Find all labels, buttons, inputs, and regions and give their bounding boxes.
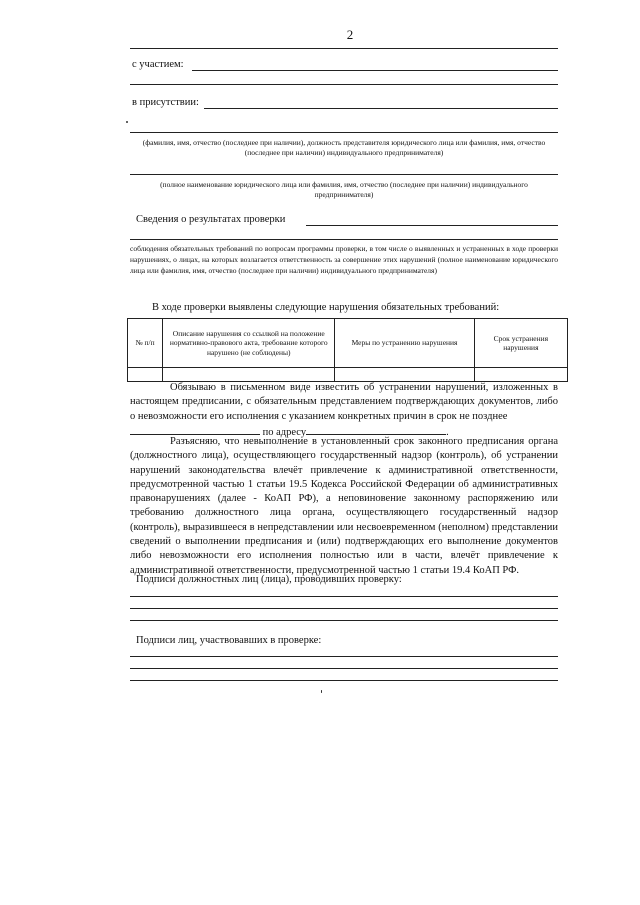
table-cell[interactable] [335, 368, 474, 382]
participants-signatures-label: Подписи лиц, участвовавших в проверке: [136, 635, 322, 646]
signature-line[interactable] [130, 668, 558, 669]
col-deadline-header: Срок устранения нарушения [474, 319, 567, 368]
violations-table [127, 318, 568, 382]
presence-line[interactable] [204, 108, 558, 109]
participation-label: с участием: [132, 59, 184, 70]
representative-caption: (фамилия, имя, отчество (последнее при наличии), должность представителя юридического лица или фамилия, имя, отчество (последнее при наличии) индивидуального предпринимателя) [142, 138, 546, 157]
signature-line[interactable] [130, 656, 558, 657]
address-label: по адресу [262, 427, 307, 438]
entity-line[interactable] [130, 174, 558, 175]
table-cell[interactable] [163, 368, 335, 382]
signature-line[interactable] [130, 620, 558, 621]
deadline-field[interactable] [130, 424, 260, 435]
results-line-2[interactable] [130, 239, 558, 240]
obligation-text: Обязываю в письменном виде известить об устранении нарушений, изложенных в настоящем предписании, с обязательным представлением подтверждающих документов, либо о невозможности его исполнения с указанием конкретных причин в срок не позднее [130, 382, 558, 422]
representative-line[interactable] [130, 132, 558, 133]
signature-line[interactable] [130, 596, 558, 597]
results-description: соблюдения обязательных требований по вопросам программы проверки, в том числе о выявленных и устраненных в ходе проверки нарушениях, о лицах, на которых возлагается ответственность за совершение этих нарушений (полное наименование юридического лица или фамилия, имя, отчество (последнее при наличии) индивидуального предпринимателя) [130, 244, 558, 275]
table-cell[interactable] [474, 368, 567, 382]
blank-line [130, 48, 558, 49]
page-number: 2 [346, 27, 354, 42]
entity-caption: (полное наименование юридического лица или фамилия, имя, отчество (последнее при наличии) индивидуального предпринимателя) [160, 180, 528, 199]
results-label: Сведения о результатах проверки [136, 214, 286, 225]
col-number-header: № п/п [128, 319, 163, 368]
speck [126, 121, 128, 123]
officials-signatures-label: Подписи должностных лиц (лица), проводивших проверку: [136, 574, 402, 585]
table-header-row [128, 319, 568, 368]
col-measures-header: Меры по устранению нарушения [335, 319, 474, 368]
signature-line[interactable] [130, 680, 558, 681]
obligation-paragraph [130, 381, 558, 424]
presence-label: в присутствии: [132, 97, 199, 108]
participation-line[interactable] [192, 70, 558, 71]
signature-line[interactable] [130, 608, 558, 609]
warning-paragraph: Разъясняю, что невыполнение в установленный срок законного предписания органа (должностного лица), осуществляющего государственный надзор (контроль), об устранении нарушений законодательства влечёт привлечение к административной ответственности, предусмотренной частью 1 статьи 19.5 Кодекса Российской Федерации об административных правонарушениях (далее - КоАП РФ), а неповиновение законному распоряжению или требованию должностного лица органа, осуществляющего государственный надзор (контроль), выразившееся в непредставлении или несвоевременном (неполном) представлении сведений о выполнении предписания и (или) подтверждающих его выполнение документов либо невозможности его исполнения полностью или в части, влечёт привлечение к административной ответственности, предусмотренной частью 1 статьи 19.4 КоАП РФ. [130, 436, 558, 576]
table-row[interactable] [128, 368, 568, 382]
results-line[interactable] [306, 225, 558, 226]
deadline-address-row: по адресу . [130, 424, 558, 440]
table-cell[interactable] [128, 368, 163, 382]
blank-line [130, 84, 558, 85]
speck [321, 690, 322, 693]
col-description-header: Описание нарушения со ссылкой на положение нормативно-правового акта, требование которого нарушено (не соблюдены) [163, 319, 335, 368]
violations-heading: В ходе проверки выявлены следующие нарушения обязательных требований: [152, 302, 500, 313]
address-field[interactable] [306, 424, 446, 435]
